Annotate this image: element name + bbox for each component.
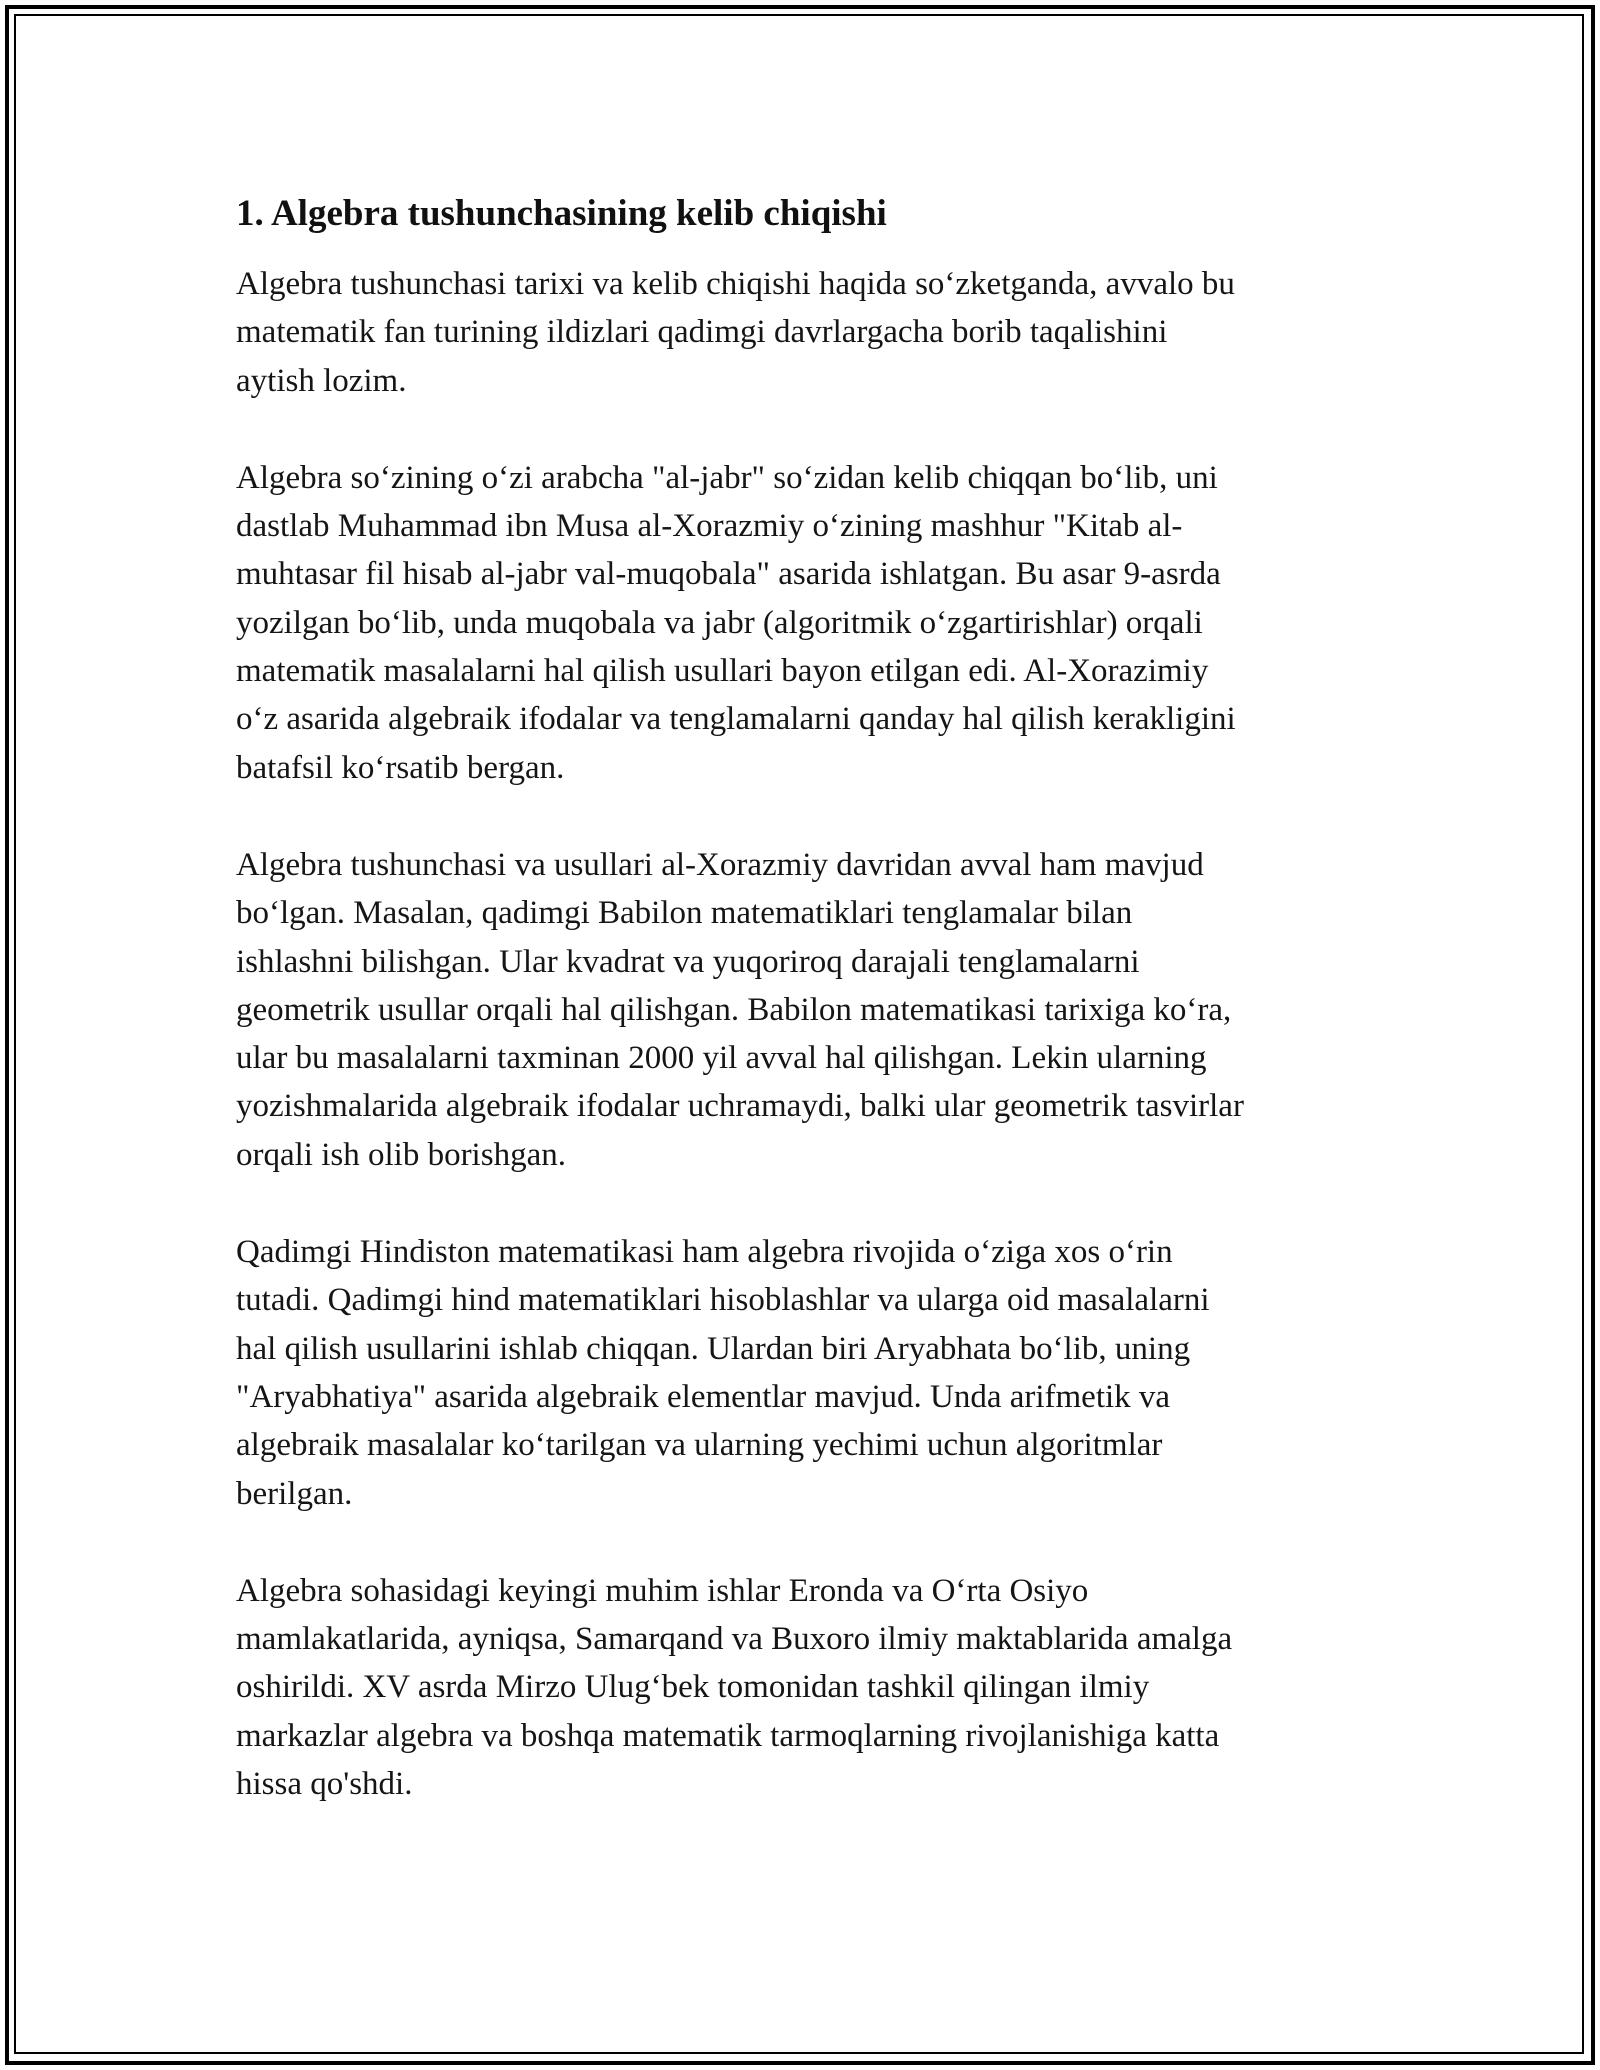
text-line: algebraik masalalar ko‘tarilgan va ularning yechimi uchun algoritmlar (236, 1427, 1163, 1464)
text-line: aytish lozim. (236, 362, 407, 399)
text-line: bo‘lgan. Masalan, qadimgi Babilon matematiklari tenglamalar bilan (236, 895, 1133, 932)
section-heading: 1. Algebra tushunchasining kelib chiqishi (236, 193, 887, 234)
text-line: hissa qo'shdi. (236, 1766, 413, 1803)
text-line: matematik masalalarni hal qilish usullari bayon etilgan edi. Al-Xorazimiy (236, 653, 1209, 690)
text-line: dastlab Muhammad ibn Musa al-Xorazmiy o‘zining mashhur "Kitab al- (236, 508, 1183, 545)
text-line: matematik fan turining ildizlari qadimgi davrlargacha borib taqalishini (236, 314, 1168, 351)
paragraph-central-asia (236, 1567, 1364, 1808)
text-line: yozishmalarida algebraik ifodalar uchramaydi, balki ular geometrik tasvirlar (236, 1088, 1244, 1125)
text-line: ishlashni bilishgan. Ular kvadrat va yuqoriroq darajali tenglamalarni (236, 943, 1140, 980)
text-line: geometrik usullar orqali hal qilishgan. Babilon matematikasi tarixiga ko‘ra, (236, 991, 1232, 1028)
text-line: Qadimgi Hindiston matematikasi ham algebra rivojida o‘ziga xos o‘rin (236, 1234, 1173, 1271)
text-line: tutadi. Qadimgi hind matematiklari hisoblashlar va ularga oid masalalarni (236, 1282, 1210, 1319)
document-body (236, 186, 1364, 1808)
text-line: ular bu masalalarni taxminan 2000 yil avval hal qilishgan. Lekin ularning (236, 1040, 1207, 1077)
text-line: markazlar algebra va boshqa matematik tarmoqlarning rivojlanishiga katta (236, 1717, 1220, 1754)
paragraph-etymology (236, 454, 1364, 792)
text-line: "Aryabhatiya" asarida algebraik elementlar mavjud. Unda arifmetik va (236, 1378, 1171, 1415)
text-line: o‘z asarida algebraik ifodalar va tenglamalarni qanday hal qilish kerakligini (236, 701, 1236, 738)
text-line: Algebra tushunchasi tarixi va kelib chiqishi haqida so‘zketganda, avvalo bu (236, 266, 1235, 302)
paragraph-india (236, 1228, 1364, 1518)
text-line: berilgan. (236, 1475, 353, 1512)
paragraph-babylon (236, 841, 1364, 1179)
text-line: yozilgan bo‘lib, unda muqobala va jabr (algoritmik o‘zgartirishlar) orqali (236, 604, 1203, 641)
text-line: orqali ish olib borishgan. (236, 1136, 566, 1173)
text-line: Algebra sohasidagi keyingi muhim ishlar Eronda va O‘rta Osiyo (236, 1572, 1089, 1609)
text-line: mamlakatlarida, ayniqsa, Samarqand va Buxoro ilmiy maktablarida amalga (236, 1621, 1233, 1658)
text-line: Algebra so‘zining o‘zi arabcha "al-jabr" so‘zidan kelib chiqqan bo‘lib, uni (236, 459, 1218, 496)
text-line: Algebra tushunchasi va usullari al-Xorazmiy davridan avval ham mavjud (236, 846, 1204, 883)
text-line: oshirildi. XV asrda Mirzo Ulug‘bek tomonidan tashkil qilingan ilmiy (236, 1669, 1150, 1706)
text-line: hal qilish usullarini ishlab chiqqan. Ulardan biri Aryabhata bo‘lib, uning (236, 1330, 1191, 1367)
paragraph-intro (236, 260, 1364, 405)
text-line: muhtasar fil hisab al-jabr val-muqobala" asarida ishlatgan. Bu asar 9-asrda (236, 556, 1221, 593)
text-line: batafsil ko‘rsatib bergan. (236, 749, 565, 786)
